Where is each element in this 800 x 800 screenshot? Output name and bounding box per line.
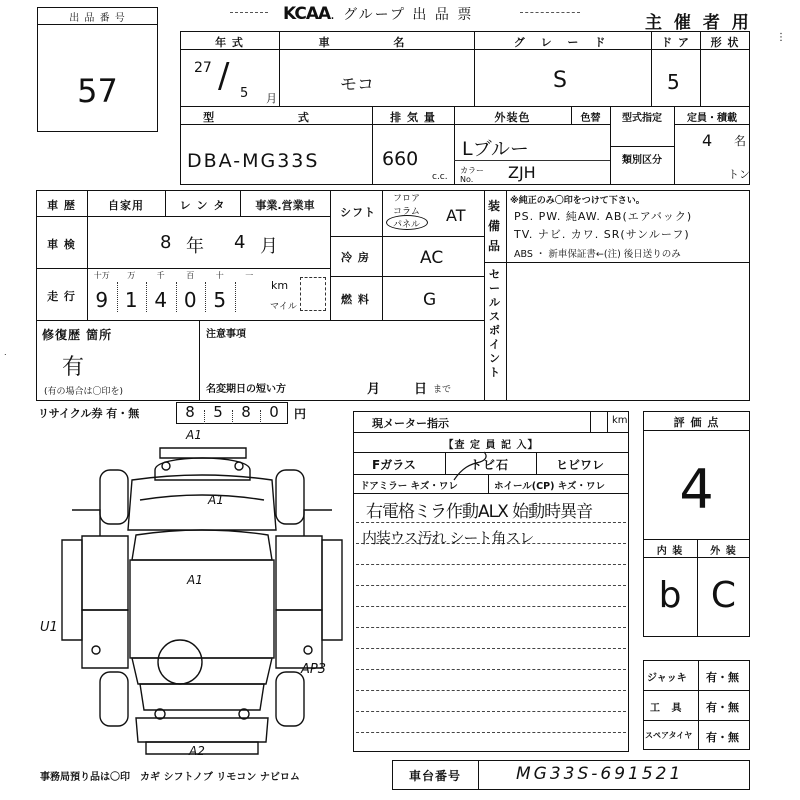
mileage-digit: 9 — [95, 288, 109, 312]
equipment-line1: PS. PW. 純AW. AB(エアバック) — [514, 210, 693, 223]
recycle-yen: 円 — [294, 407, 307, 421]
inspector-ruled-line — [356, 732, 626, 733]
recycle-digit: 8 — [241, 403, 251, 421]
year-slash: / — [218, 56, 230, 96]
chassis-label: 車台番号 — [408, 769, 461, 783]
spare-yes-no[interactable]: 有・無 — [706, 731, 739, 744]
brand-text: KCAA — [283, 4, 331, 24]
header-dashes — [230, 12, 268, 13]
mileage-digit-header: 一 — [245, 271, 254, 280]
color-no-value: ZJH — [508, 163, 536, 182]
mileage-digit: 0 — [183, 288, 197, 312]
mileage-digit-header: 千 — [156, 271, 165, 280]
mileage-separator — [235, 282, 236, 312]
mileage-separator — [117, 282, 118, 312]
model-value: DBA-MG33S — [187, 150, 320, 172]
recycle-digit: 8 — [185, 403, 195, 421]
mileage-separator — [176, 282, 177, 312]
mileage-label: 走 行 — [47, 290, 76, 303]
fuel-value: G — [423, 290, 437, 310]
equipment-label: 装 備 品 — [488, 199, 502, 253]
exterior-value: C — [710, 575, 737, 616]
mark-a1-hood: A1 — [208, 493, 224, 507]
inspection-month: 4 — [234, 232, 246, 253]
wheel[interactable]: ホイール(CP) キズ・ワレ — [494, 481, 606, 492]
rental-use[interactable]: レ ン タ — [179, 199, 226, 212]
sales-point-label: セールスポイント — [489, 268, 500, 379]
name-change-until: まで — [433, 385, 452, 395]
recolor-label: 色替 — [580, 113, 601, 124]
mileage-digit: 5 — [213, 288, 227, 312]
shift-label: シフト — [340, 206, 376, 219]
exterior-label: 外 装 — [710, 546, 737, 557]
mark-ap3: AP3 — [301, 662, 327, 677]
caution-label: 注意事項 — [206, 329, 246, 340]
f-glass[interactable]: Fガラス — [372, 458, 416, 472]
inspector-ruled-line — [356, 585, 626, 586]
name-change-month: 月 — [367, 382, 382, 397]
hibi-ware[interactable]: ヒビワレ — [556, 458, 605, 472]
inspector-ruled-line — [356, 648, 626, 649]
meter-km: km — [612, 415, 628, 426]
form-title: . グループ 出 品 票 — [330, 7, 474, 23]
color-value: Lブルー — [462, 138, 529, 160]
fuel-label: 燃 料 — [341, 293, 370, 306]
mark-a1-roof: A1 — [187, 573, 203, 587]
tools-yes-no[interactable]: 有・無 — [706, 701, 739, 714]
inspection-year-unit: 年 — [186, 236, 204, 257]
score-label: 評 価 点 — [673, 416, 720, 429]
year-label: 年 式 — [215, 36, 244, 49]
doors: 5 — [667, 70, 680, 94]
ton-unit: トン — [728, 168, 750, 181]
ac-value: AC — [420, 248, 444, 268]
panel-circle — [386, 215, 428, 230]
category-label: 類別区分 — [622, 155, 662, 166]
capacity-value: 4 — [702, 131, 713, 150]
repair-label: 修復歴 箇所 — [42, 328, 113, 342]
mile-checkbox[interactable] — [300, 277, 326, 311]
score-value: 4 — [679, 458, 714, 521]
repair-value: 有 — [62, 355, 85, 380]
shift-panel[interactable]: パネル — [393, 220, 421, 230]
brand-logo — [283, 4, 473, 24]
mileage-digit: 1 — [124, 288, 138, 312]
interior-value: b — [658, 575, 682, 616]
edge-mark: ⋮ — [776, 32, 786, 43]
inspection-month-unit: 月 — [260, 236, 278, 257]
organizer-label: 主 催 者 用 — [645, 13, 752, 33]
history-label: 車 歴 — [47, 199, 76, 212]
mileage-separator — [146, 282, 147, 312]
mileage-digit-header: 十万 — [93, 271, 110, 280]
grade-label: グ レ ー ド — [513, 36, 612, 49]
lot-number: 57 — [77, 72, 118, 110]
grade: S — [553, 68, 567, 93]
tobi-ishi-mark — [440, 448, 510, 488]
inspector-ruled-line — [356, 690, 626, 691]
repair-note: (有の場合は〇印を) — [44, 387, 124, 397]
mileage-digit-header: 万 — [127, 271, 136, 280]
ac-label: 冷 房 — [341, 251, 370, 264]
jack-label: ジャッキ — [647, 673, 687, 684]
name-change-day: 日 — [414, 382, 429, 397]
name-change-label: 名変期日の短い方 — [206, 384, 286, 395]
color-label: 外装色 — [494, 111, 531, 124]
footer-note: 事務局預り品は〇印 カギ シフトノブ リモコン ナビロム — [40, 772, 300, 783]
body-label: 形 状 — [710, 36, 740, 49]
displacement-label: 排 気 量 — [390, 111, 436, 124]
model-label: 型 式 — [203, 111, 349, 124]
door-label: ド ア — [661, 36, 690, 49]
inspector-ruled-line — [356, 522, 626, 523]
header-dashes — [520, 12, 580, 13]
inspector-note-2: 内装ウス汚れ シート角スレ — [362, 529, 534, 547]
tobi-ishi[interactable]: トビ石 — [470, 458, 510, 472]
jack-yes-no[interactable]: 有・無 — [706, 671, 739, 684]
recycle-digit: 0 — [269, 403, 279, 421]
mile-label: マイル — [270, 302, 297, 312]
km-label: km — [271, 279, 289, 292]
shift-value: AT — [446, 206, 466, 225]
car-name: モコ — [340, 75, 374, 95]
capacity-unit: 名 — [734, 134, 747, 148]
year-value: 27 — [194, 60, 212, 76]
inspector-note-1: 右電格ミラ作動ALX 始動時異音 — [366, 502, 593, 522]
mark-a2-bottom: A2 — [189, 744, 205, 758]
business-use[interactable]: 事業.営業車 — [255, 199, 315, 212]
equipment-line3: ABS ・ 新車保証書←(注) 後日送りのみ — [514, 249, 681, 260]
inspector-ruled-line — [356, 627, 626, 628]
car-name-label: 車 名 — [318, 36, 435, 49]
month-unit: 月 — [266, 92, 277, 105]
equipment-line2: TV. ナビ. カワ. SR(サンルーフ) — [514, 228, 690, 241]
mark-a1-top: A1 — [186, 428, 202, 442]
shift-floor[interactable]: フロア — [393, 194, 421, 204]
meter-label: 現メーター指示 — [372, 417, 449, 430]
spare-label: スペアタイヤ — [645, 731, 693, 740]
inspector-ruled-line — [356, 669, 626, 670]
month-value: 5 — [240, 86, 249, 101]
cc-unit: c.c. — [432, 172, 448, 182]
color-no-label: カラー No. — [460, 166, 484, 184]
displacement-value: 660 — [382, 148, 419, 170]
inspection-label: 車 検 — [47, 238, 76, 251]
recycle-separator — [204, 410, 205, 424]
chassis-number: MG33S-691521 — [516, 764, 684, 784]
inspection-year: 8 — [160, 232, 172, 253]
car-damage-diagram — [60, 440, 350, 770]
door-mirror[interactable]: ドアミラー キズ・ワレ — [360, 481, 458, 492]
equipment-note: ※純正のみ〇印をつけて下さい。 — [510, 196, 645, 206]
type-label: 型式指定 — [622, 113, 662, 124]
mileage-digit-header: 十 — [215, 271, 224, 280]
mileage-separator — [205, 282, 206, 312]
edge-mark: . — [4, 348, 7, 357]
inspector-ruled-line — [356, 606, 626, 607]
recycle-separator — [260, 410, 261, 424]
lot-number-box — [37, 7, 158, 132]
inspector-ruled-line — [356, 564, 626, 565]
recycle-label: リサイクル券 有・無 — [38, 407, 140, 420]
inspector-title: 【査 定 員 記 入】 — [443, 440, 539, 451]
mark-u1: U1 — [40, 620, 58, 635]
mileage-digit-header: 百 — [186, 271, 195, 280]
inspector-ruled-line — [356, 711, 626, 712]
mileage-digit: 4 — [154, 288, 168, 312]
tools-label: 工 具 — [650, 703, 686, 714]
lot-number-label: 出 品 番 号 — [69, 13, 126, 24]
interior-label: 内 装 — [656, 546, 684, 557]
shift-column[interactable]: コラム — [393, 207, 420, 217]
recycle-digit: 5 — [213, 403, 223, 421]
private-use[interactable]: 自家用 — [108, 199, 144, 212]
capacity-label: 定員・積載 — [687, 113, 737, 124]
recycle-separator — [232, 410, 233, 424]
